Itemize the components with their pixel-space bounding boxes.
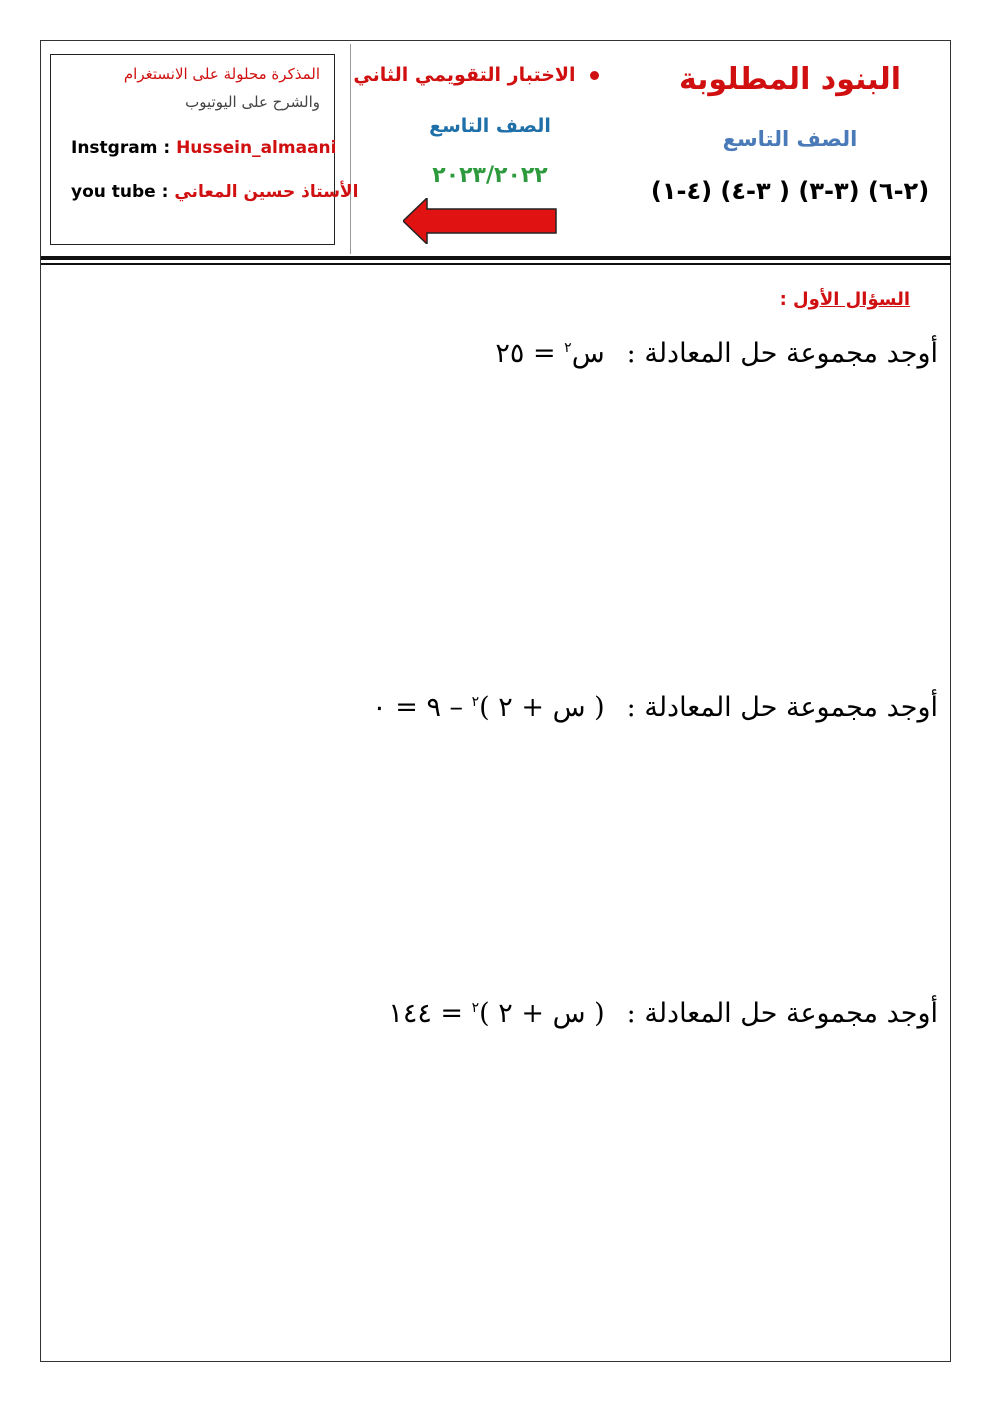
bullet-icon [590,71,599,80]
problem-2 [372,692,938,723]
school-year: ٢٠٢٣/٢٠٢٢ [432,163,548,188]
problem-equation: ( س + ٢ )$^٢$ – ٩ = ٠ [372,692,605,723]
question-heading: السؤال الأول : [779,289,910,310]
center-grade: الصف التاسع [429,115,551,137]
instagram-label: Instgram : [71,138,171,158]
problem-equation: س$^٢$ = ٢٥ [495,338,605,369]
youtube-name: الأستاذ حسين المعاني [174,182,359,202]
info-line-instagram-note: المذكرة محلولة على الانستغرام [123,65,320,83]
required-items-list: (٢-٦) (٣-٣) ( ٣-٤) (٤-١) [650,177,930,205]
problem-prompt: أوجد مجموعة حل المعادلة : [626,338,938,369]
problem-prompt: أوجد مجموعة حل المعادلة : [626,998,938,1029]
problem-equation: ( س + ٢ )$^٢$ = ١٤٤ [388,998,605,1029]
exam-title: الاختبار التقويمي الثاني [352,64,600,86]
youtube-label: you tube : [71,182,169,202]
right-grade: الصف التاسع [722,127,858,151]
info-line-youtube-note: والشرح على اليوتيوب [185,93,320,111]
instagram-line [71,138,336,158]
author-info-box [50,54,359,245]
header-column-separator [350,44,351,254]
problem-3 [388,998,938,1029]
header-divider [41,256,951,260]
left-arrow-icon [403,198,558,244]
required-items-title: البنود المطلوبة [678,62,902,97]
youtube-line [71,182,358,202]
problem-prompt: أوجد مجموعة حل المعادلة : [626,692,938,723]
header-divider-thin [41,263,951,265]
problem-1 [495,338,938,369]
instagram-handle: Hussein_almaani [176,138,337,158]
